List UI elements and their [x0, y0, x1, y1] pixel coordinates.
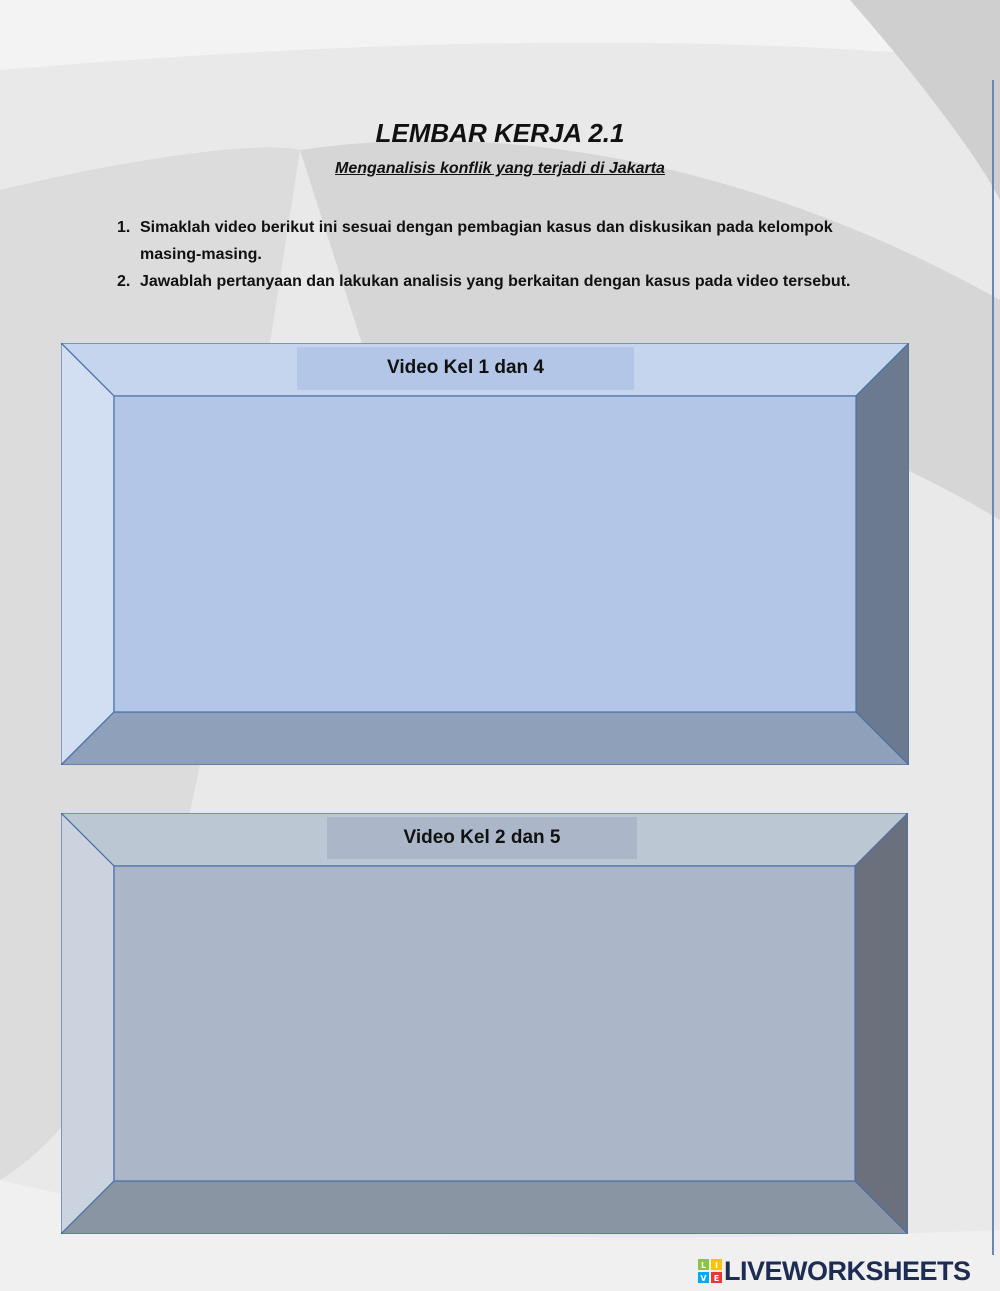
instruction-number: 2.: [117, 273, 131, 290]
frame-1-bevel: [61, 343, 909, 765]
video-frame-1[interactable]: [61, 343, 909, 765]
instructions-list: [117, 214, 890, 295]
frame-2-left-bevel: [61, 813, 114, 1234]
frame-1-center: [114, 396, 856, 712]
svg-text:V: V: [700, 1274, 707, 1283]
instruction-item: [117, 268, 890, 295]
liveworksheets-logo-icon: [698, 1259, 722, 1283]
worksheet-subtitle: Menganalisis konflik yang terjadi di Jakarta: [335, 160, 665, 177]
frame-2-bottom-bevel: [61, 1181, 908, 1234]
svg-text:E: E: [713, 1274, 720, 1283]
instruction-text: Simaklah video berikut ini sesuai dengan pembagian kasus dan diskusikan pada kelompok masing-masing.: [140, 219, 833, 263]
frame-2-center: [114, 866, 855, 1181]
frame-2-label: Video Kel 2 dan 5: [403, 827, 561, 848]
frame-1-label: Video Kel 1 dan 4: [387, 357, 544, 378]
watermark-text: LIVEWORKSHEETS: [724, 1255, 971, 1286]
liveworksheets-watermark[interactable]: [698, 1256, 971, 1286]
instruction-text: Jawablah pertanyaan dan lakukan analisis yang berkaitan dengan kasus pada video tersebut.: [140, 273, 851, 290]
frame-1-bottom-bevel: [61, 712, 909, 765]
svg-text:I: I: [715, 1261, 718, 1270]
frame-1-right-bevel: [856, 343, 909, 765]
video-frame-2[interactable]: [61, 813, 908, 1234]
frame-2-bevel: [61, 813, 908, 1234]
frame-1-left-bevel: [61, 343, 114, 765]
svg-text:L: L: [700, 1261, 707, 1270]
frame-2-right-bevel: [855, 813, 908, 1234]
worksheet-title: LEMBAR KERJA 2.1: [375, 118, 625, 148]
instruction-item: [117, 214, 890, 268]
page-right-border: [992, 80, 994, 1255]
instruction-number: 1.: [117, 219, 131, 236]
